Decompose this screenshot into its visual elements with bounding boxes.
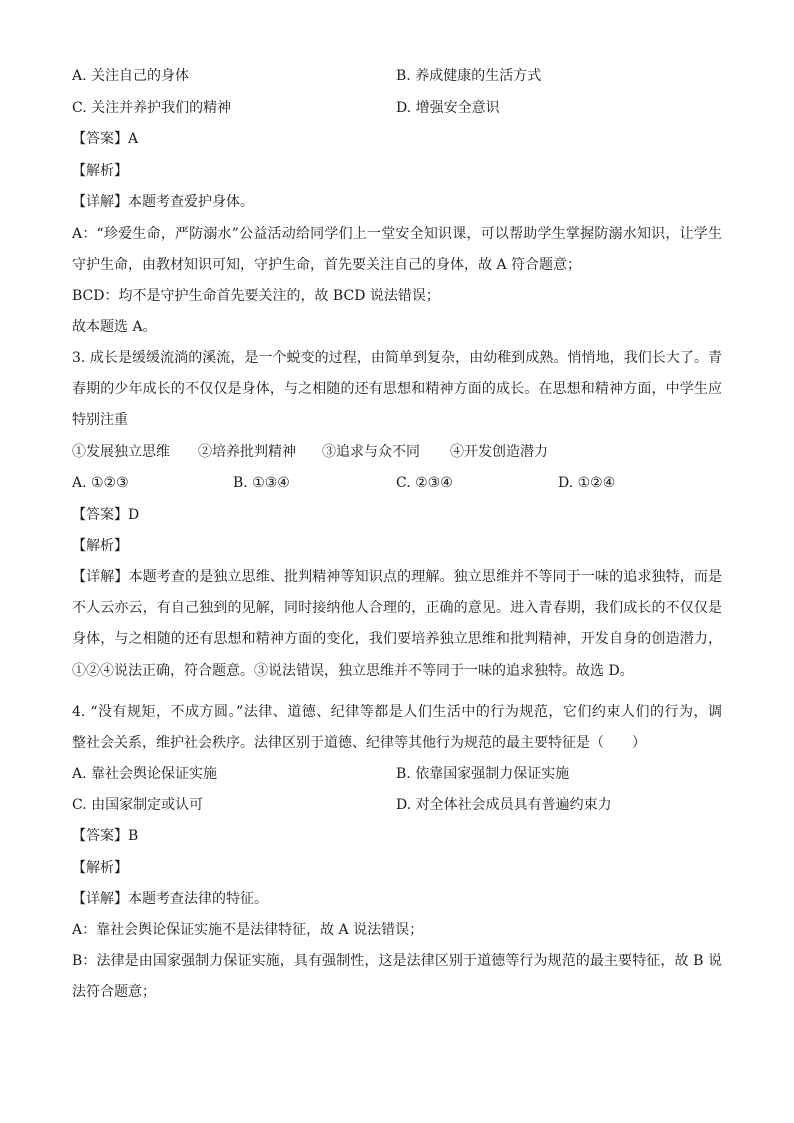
q4-explanation-line: 法符合题意； bbox=[72, 984, 156, 1000]
q3-option-c: C. ②③④ bbox=[396, 475, 453, 491]
q3-option-a: A. ①②③ bbox=[72, 475, 129, 491]
q2-explanation-line: A：“珍爱生命，严防溺水”公益活动给同学们上一堂安全知识课，可以帮助学生掌握防溺水知识，让学生 bbox=[72, 226, 722, 242]
q4-option-a: A. 靠社会舆论保证实施 bbox=[72, 766, 218, 782]
q2-explanation-line: 守护生命，由教材知识可知，守护生命，首先要关注自己的身体，故 A 符合题意； bbox=[72, 257, 582, 273]
q4-answer: 【答案】B bbox=[72, 828, 139, 844]
q3-detail-line: 【详解】本题考查的是独立思维、批判精神等知识点的理解。独立思维并不等同于一味的追求独特，而是 bbox=[72, 569, 722, 585]
q4-option-b: B. 依靠国家强制力保证实施 bbox=[396, 766, 570, 782]
q4-option-c: C. 由国家制定或认可 bbox=[72, 797, 204, 813]
q3-detail-line: ①②④说法正确，符合题意。③说法错误，独立思维并不等同于一味的追求独特。故选 D。 bbox=[72, 663, 634, 679]
q2-detail: 【详解】本题考查爱护身体。 bbox=[72, 194, 254, 210]
q3-analysis-label: 【解析】 bbox=[72, 538, 128, 554]
q3-option-d: D. ①②④ bbox=[558, 475, 616, 491]
q4-explanation-line: A：靠社会舆论保证实施不是法律特征，故 A 说法错误； bbox=[72, 922, 424, 938]
q3-stem-line: 特别注重 bbox=[72, 412, 128, 428]
q2-option-b: B. 养成健康的生活方式 bbox=[396, 68, 542, 84]
q2-explanation-line: BCD：均不是守护生命首先要关注的，故 BCD 说法错误； bbox=[72, 288, 440, 304]
q3-detail-line: 身体，与之相随的还有思想和精神方面的变化，我们要培养独立思维和批判精神，开发自身的创造潜力， bbox=[72, 631, 722, 647]
q4-explanation-line: B：法律是由国家强制力保证实施，具有强制性，这是法律区别于道德等行为规范的最主要特征，故 B 说 bbox=[72, 953, 722, 969]
q2-explanation-line: 故本题选 A。 bbox=[72, 319, 157, 335]
q3-option-b: B. ①③④ bbox=[233, 475, 290, 491]
q3-item: ②培养批判精神 bbox=[198, 444, 296, 460]
q3-item: ③追求与众不同 bbox=[322, 444, 420, 460]
q2-option-a: A. 关注自己的身体 bbox=[72, 68, 190, 84]
q2-answer: 【答案】A bbox=[72, 131, 139, 147]
q3-item: ④开发创造潜力 bbox=[450, 444, 548, 460]
q2-analysis-label: 【解析】 bbox=[72, 163, 128, 179]
q4-analysis-label: 【解析】 bbox=[72, 860, 128, 876]
q4-option-d: D. 对全体社会成员具有普遍约束力 bbox=[396, 797, 612, 813]
q4-stem-line: 4. “没有规矩，不成方圆。”法律、道德、纪律等都是人们生活中的行为规范，它们约束人们的行为，调 bbox=[72, 704, 722, 720]
q2-option-c: C. 关注并养护我们的精神 bbox=[72, 100, 232, 116]
q3-detail-line: 不人云亦云，有自己独到的见解，同时接纳他人合理的，正确的意见。进入青春期，我们成长的不仅仅是 bbox=[72, 600, 722, 616]
q4-stem-line: 整社会关系，维护社会秩序。法律区别于道德、纪律等其他行为规范的最主要特征是（ ） bbox=[72, 735, 646, 751]
q4-detail: 【详解】本题考查法律的特征。 bbox=[72, 891, 268, 907]
q3-stem-line: 3. 成长是缓缓流淌的溪流，是一个蜕变的过程，由简单到复杂，由幼稚到成熟。悄悄地，我们长大了。青 bbox=[72, 350, 722, 366]
q2-option-d: D. 增强安全意识 bbox=[396, 100, 500, 116]
q3-item: ①发展独立思维 bbox=[72, 444, 170, 460]
q3-stem-line: 春期的少年成长的不仅仅是身体，与之相随的还有思想和精神方面的成长。在思想和精神方面，中学生应 bbox=[72, 381, 722, 397]
q3-answer: 【答案】D bbox=[72, 507, 140, 523]
